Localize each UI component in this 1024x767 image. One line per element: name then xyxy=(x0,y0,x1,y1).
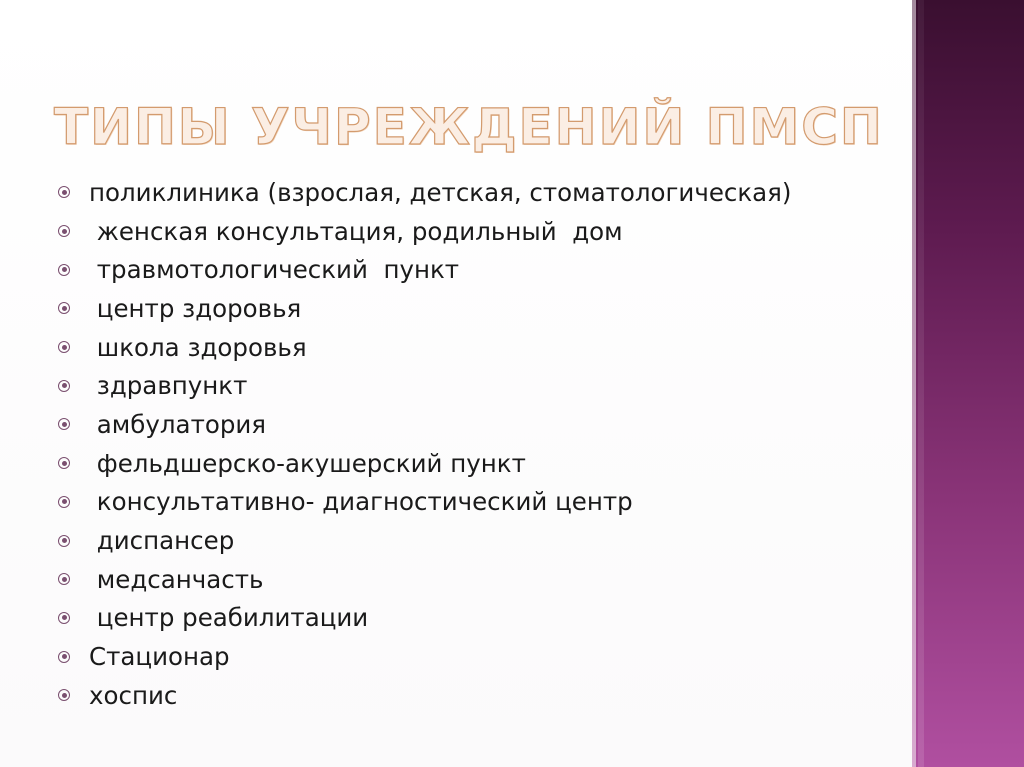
list-item-text: амбулатория xyxy=(89,409,267,439)
list-item-text: диспансер xyxy=(89,526,235,556)
side-decor-panel xyxy=(912,0,1024,767)
list-item xyxy=(58,366,791,405)
list-item xyxy=(58,560,791,599)
circle-bullet-icon xyxy=(58,496,70,508)
list-item xyxy=(58,289,791,328)
circle-bullet-icon xyxy=(58,380,70,392)
circle-bullet-icon xyxy=(58,535,70,547)
bullet-list xyxy=(58,173,791,715)
list-item-text: центр реабилитации xyxy=(89,603,369,633)
circle-bullet-icon xyxy=(58,225,70,237)
circle-bullet-icon xyxy=(58,186,70,198)
list-item xyxy=(58,250,791,289)
list-item-text: фельдшерско-акушерский пункт xyxy=(89,448,526,478)
list-item-text: здравпункт xyxy=(89,371,248,401)
list-item xyxy=(58,173,791,212)
list-item xyxy=(58,637,791,676)
list-item xyxy=(58,444,791,483)
slide-title: ТИПЫ УЧРЕЖДЕНИЙ ПМСП xyxy=(54,98,884,156)
list-item xyxy=(58,521,791,560)
circle-bullet-icon xyxy=(58,457,70,469)
list-item xyxy=(58,483,791,522)
list-item xyxy=(58,405,791,444)
list-item xyxy=(58,676,791,715)
list-item xyxy=(58,599,791,638)
circle-bullet-icon xyxy=(58,341,70,353)
list-item-text: хоспис xyxy=(89,680,178,710)
circle-bullet-icon xyxy=(58,612,70,624)
circle-bullet-icon xyxy=(58,418,70,430)
list-item xyxy=(58,212,791,251)
list-item-text: школа здоровья xyxy=(89,332,307,362)
list-item-text: женская консультация, родильный дом xyxy=(89,216,623,246)
list-item-text: Стационар xyxy=(89,642,230,672)
circle-bullet-icon xyxy=(58,651,70,663)
list-item-text: поликлиника (взрослая, детская, стоматологическая) xyxy=(89,177,792,207)
side-panel-stripe xyxy=(918,0,924,767)
list-item-text: медсанчасть xyxy=(89,564,264,594)
circle-bullet-icon xyxy=(58,302,70,314)
circle-bullet-icon xyxy=(58,573,70,585)
circle-bullet-icon xyxy=(58,689,70,701)
circle-bullet-icon xyxy=(58,264,70,276)
list-item-text: консультативно- диагностический центр xyxy=(89,487,633,517)
side-panel-edge xyxy=(912,0,916,767)
list-item-text: травмотологический пункт xyxy=(89,255,460,285)
list-item-text: центр здоровья xyxy=(89,293,302,323)
list-item xyxy=(58,328,791,367)
